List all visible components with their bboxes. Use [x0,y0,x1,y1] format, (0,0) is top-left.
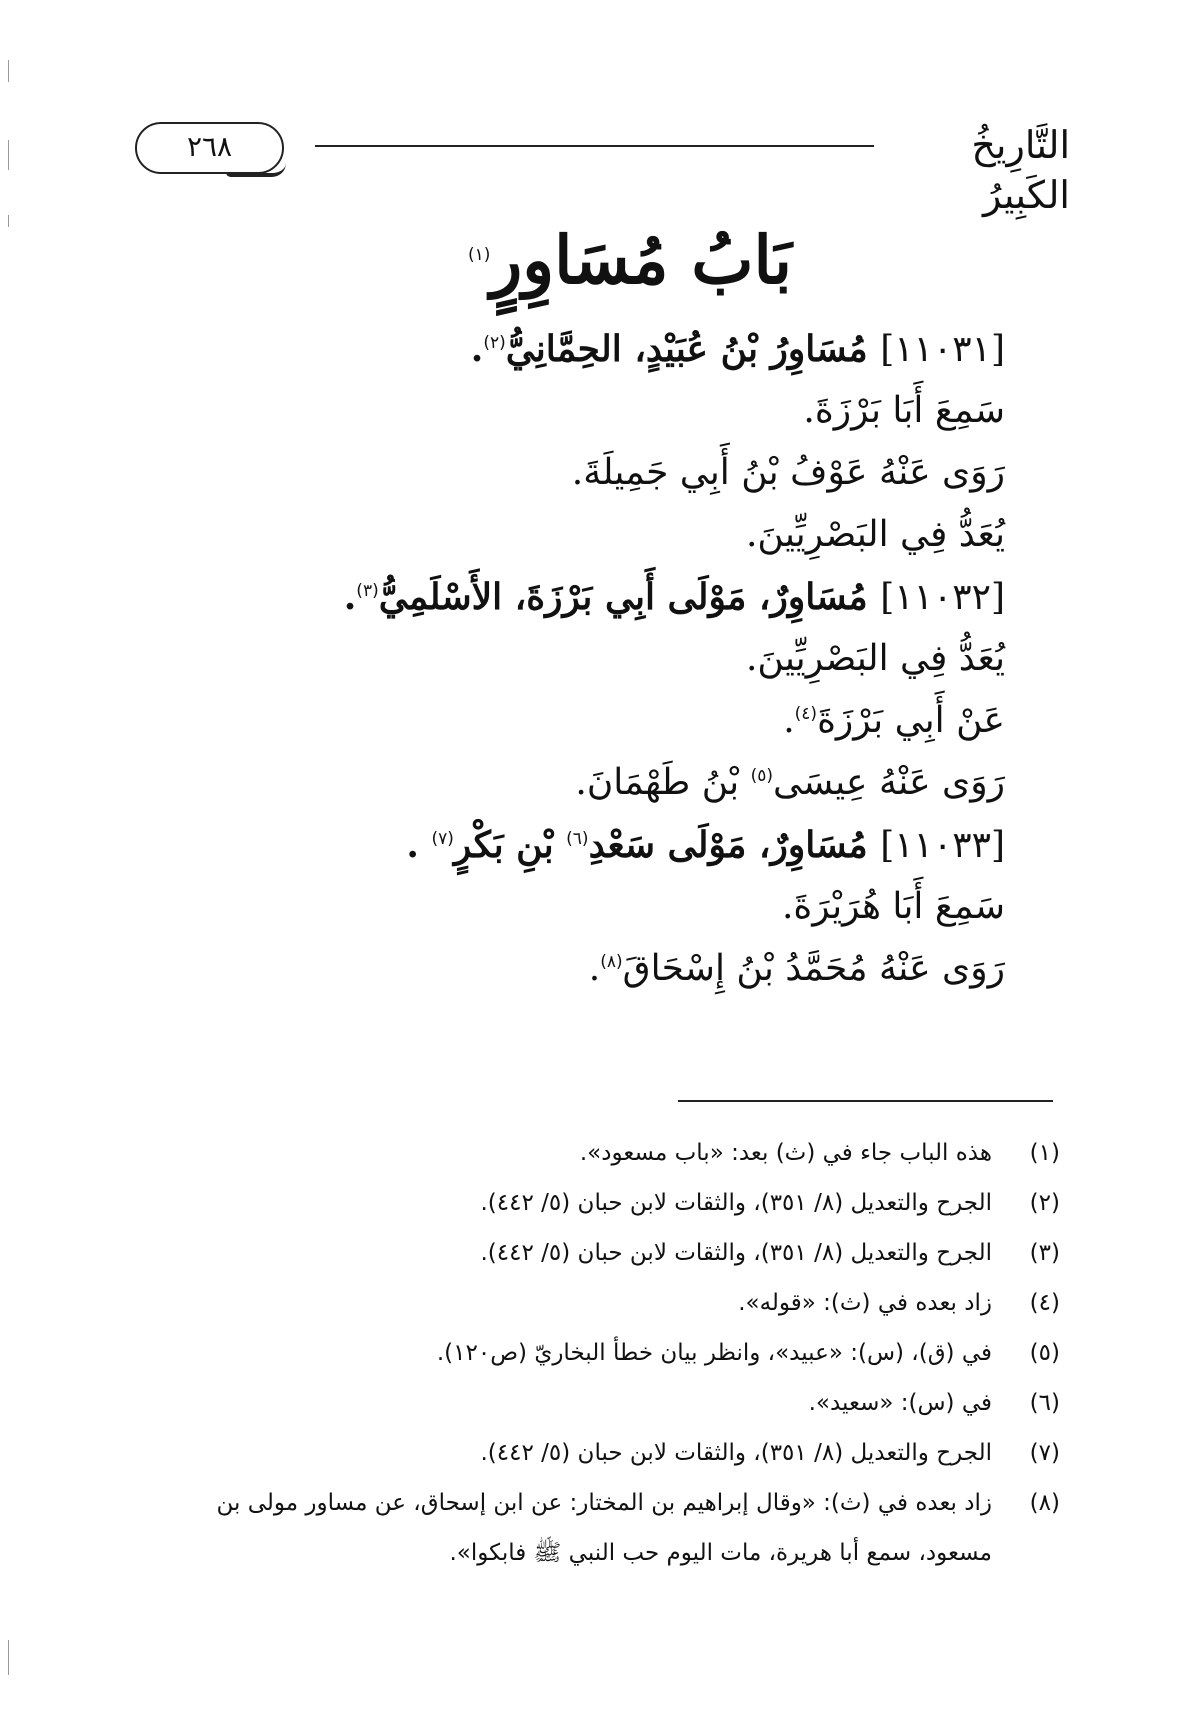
footnote [155,1128,1060,1178]
chapter-title [420,215,840,305]
footnote-ref: (١) [467,245,491,265]
footnote-text: في (س): «سعيد». [808,1390,992,1416]
footnote-text: الجرح والتعديل (٨/ ٣٥١)، والثقات لابن حبان (٥/ ٤٤٢). [480,1240,992,1266]
footnote-text: الجرح والتعديل (٨/ ٣٥١)، والثقات لابن حبان (٥/ ٤٤٢). [480,1190,992,1216]
footnote-number: (٥) [1029,1340,1060,1366]
entry-line: سَمِعَ أَبَا هُرَيْرَةَ. [781,886,1005,927]
margin-tick [8,1640,9,1675]
footnote-ref: (٨) [600,952,623,972]
entry-text: رَوَى عَنْهُ مُحَمَّدُ بْنُ إِسْحَاقَ [622,948,1005,989]
running-header [135,118,1070,217]
footnote-number: (٦) [1029,1390,1060,1416]
footnote-number: (١) [1029,1140,1060,1166]
entry-line [225,752,1005,814]
punct: . [470,328,484,370]
entry-text: رَوَى عَنْهُ عِيسَى [773,762,1005,803]
page-number-badge [135,122,284,174]
footnote-ref: (٤) [794,704,818,724]
page-number: ٢٦٨ [186,130,233,163]
footnote [155,1178,1060,1228]
footnote [155,1478,1060,1578]
footnote [155,1328,1060,1378]
entry-text: بْنُ طَهْمَانَ. [575,762,751,803]
footnote [155,1378,1060,1428]
entry-name: بْنِ بَكْرٍ [453,824,567,866]
margin-tick [8,215,9,227]
running-title: التَّارِيخُ الكَبِيرُ [874,120,1070,170]
footnote-number: (٢) [1029,1190,1060,1216]
footnote-rule [678,1100,1053,1102]
entry-line: رَوَى عَنْهُ عَوْفُ بْنُ أَبِي جَمِيلَةَ. [571,452,1005,493]
entry-number: [١١٠٣١] [880,329,1005,370]
entry-line: يُعَدُّ فِي البَصْرِيِّينَ. [745,514,1005,555]
footnote-text: الجرح والتعديل (٨/ ٣٥١)، والثقات لابن حبان (٥/ ٤٤٢). [480,1440,992,1466]
footnote-ref: (٥) [750,766,774,786]
entry-heading [225,318,1005,380]
footnote [155,1428,1060,1478]
entry-text: عَنْ أَبِي بَرْزَةَ [817,700,1005,741]
punct: . [783,700,795,741]
entry-name: مُسَاوِرُ بْنُ عُبَيْدٍ، الحِمَّانِيُّ [505,328,868,370]
entry-name: مُسَاوِرٌ، مَوْلَى سَعْدِ [588,824,868,866]
entry-line: سَمِعَ أَبَا بَرْزَةَ. [803,390,1005,431]
punct: . [588,948,601,989]
entry-name: مُسَاوِرٌ، مَوْلَى أَبِي بَرْزَةَ، الأَسْلَمِيُّ [378,576,868,618]
footnote-number: (٨) [1029,1490,1060,1516]
footnote-text: زاد بعده في (ث): «قوله». [738,1290,992,1316]
entry-number: [١١٠٣٣] [880,825,1005,866]
margin-tick [8,60,9,82]
entry-heading [225,566,1005,628]
footnotes-block [155,1128,1060,1578]
entry-line [225,938,1005,1000]
entry-line: يُعَدُّ فِي البَصْرِيِّينَ. [745,638,1005,679]
entry-heading [225,814,1005,876]
footnote-number: (٣) [1029,1240,1060,1266]
margin-tick [8,140,9,170]
footnote-text: زاد بعده في (ث): «وقال إبراهيم بن المختار: عن ابن إسحاق، عن مساور مولى بن مسعود، سمع أبا هريرة، مات اليوم حب النبي ﷺ فابكوا». [216,1490,992,1566]
footnote-ref: (٣) [356,581,379,601]
footnote-ref: (٢) [483,333,506,353]
entry-number: [١١٠٣٢] [880,577,1005,618]
footnote [155,1228,1060,1278]
footnote-text: في (ق)، (س): «عبيد»، وانظر بيان خطأ البخاريّ (ص١٢٠). [436,1340,992,1366]
footnote-number: (٤) [1029,1290,1060,1316]
punct: . [406,824,432,866]
punct: . [343,576,357,618]
footnote-ref: (٦) [566,829,589,849]
entry-line [225,690,1005,752]
footnote-text: هذه الباب جاء في (ث) بعد: «باب مسعود». [579,1140,992,1166]
footnote-ref: (٧) [431,829,454,849]
chapter-title-text: بَابُ مُسَاوِرٍ [490,221,793,299]
entries-block [225,318,1005,1000]
footnote-number: (٧) [1029,1440,1060,1466]
footnote [155,1278,1060,1328]
header-rule [315,145,920,147]
